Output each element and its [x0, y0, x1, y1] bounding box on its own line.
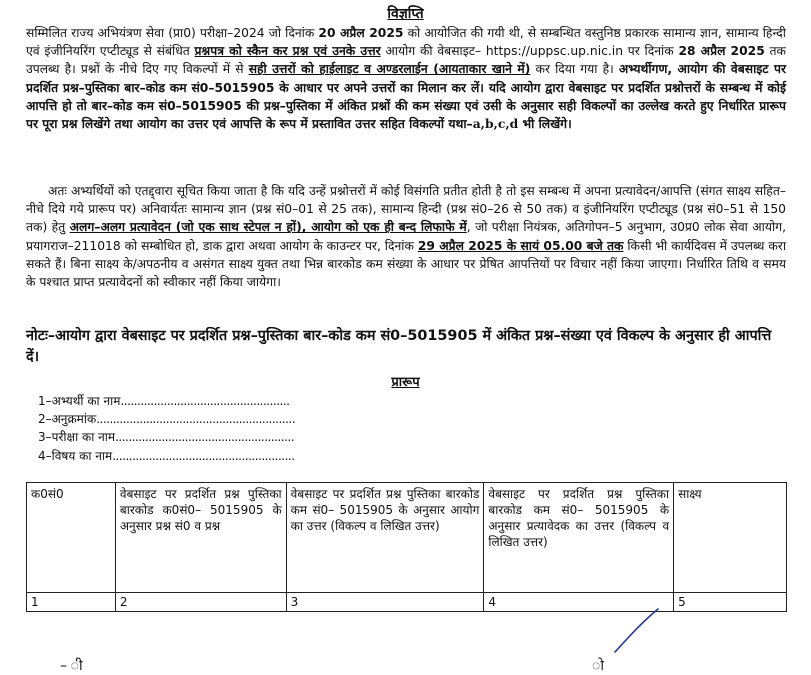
p2-text-3: , जो परीक्षा नियंत्रक, अतिगोपन–5 अनुभाग, उ0प्र0 लोक सेवा आयोग, प्रयागराज–211018 को सम्बोधित हो, डाक द्वारा अथवा आयोग के काउन्टर पर, दिनांक — [26, 220, 786, 253]
table-number-cell: 1 — [27, 593, 116, 612]
cut-off-text-right: ो — [592, 658, 604, 674]
exam-date: 20 अप्रैल 2025 — [318, 26, 404, 40]
table-number-cell: 4 — [484, 593, 674, 612]
p1-text-5: आयोग की वेबसाइट– https://uppsc.up.nic.in पर दिनांक — [380, 44, 679, 59]
notice-paragraph-1 — [26, 24, 786, 133]
form-heading: प्रारूप — [391, 375, 420, 390]
p1-text-12: भी लिखेंगे। — [518, 117, 572, 132]
table-header-cell: वेबसाइट पर प्रदर्शित प्रश्न पुस्तिका बारकोड क0सं0– 5015905 के अनुसार प्रश्न सं0 व प्रश्न — [115, 483, 286, 593]
form-field-roll-number: 2–अनुक्रमांक............................................................ — [38, 412, 296, 427]
note-text: नोटः–आयोग द्वारा वेबसाइट पर प्रदर्शित प्रश्न–पुस्तिका बार–कोड कम सं0–5015905 में अंकित प्रश्न–संख्या एवं विकल्प के अनुसार ही आपत्ति दें। — [26, 328, 772, 365]
table-number-row — [27, 593, 787, 612]
form-field-exam-name: 3–परीक्षा का नाम...................................................... — [38, 430, 295, 445]
p1-text-1: सम्मिलित राज्य अभियंत्रण सेवा (प्रा0) परीक्षा–2024 जो दिनांक — [26, 26, 319, 40]
p1-text-7: तक उपलब्ध है। प्रश्नों के नीचे दिए गए विकल्पों में से — [26, 44, 786, 77]
scanned-paper-emphasis: प्रश्नपत्र को स्कैन कर प्रश्न एवं उनके उत्तर — [194, 44, 381, 59]
highlight-instruction: सही उत्तरों को हाईलाइट व अण्डरलाईन (आयताकार खाने में) — [248, 62, 531, 77]
table-number-cell: 2 — [115, 593, 286, 612]
separate-representation-emphasis: अलग–अलग प्रत्यावेदन (जो एक साथ स्टेपल न हों), आयोग को एक ही बन्द लिफाफे में — [69, 220, 467, 235]
form-field-name: 1–अभ्यर्थी का नाम................................................... — [38, 394, 290, 408]
table-header-cell: वेबसाइट पर प्रदर्शित प्रश्न पुस्तिका बारकोड कम सं0– 5015905 के अनुसार आयोग का उत्तर (विकल्प व लिखित उत्तर) — [286, 483, 484, 593]
table-header-row — [27, 483, 787, 593]
table-header-cell: साक्ष्य — [674, 483, 787, 593]
table-header-cell: वेबसाइट पर प्रदर्शित प्रश्न पुस्तिका बारकोड कम सं0– 5015905 के अनुसार प्रत्यावेदक का उत्तर (विकल्प व लिखित उत्तर) — [484, 483, 674, 593]
p2-text-5: किसी भी कार्यदिवस में उपलब्ध करा सकते हैं। बिना साक्ष्य के/अपठनीय व असंगत साक्ष्य युक्त तथा भिन्न बारकोड कम संख्या के आधार पर प्रेषित आपत्तियों पर विचार नहीं किया जाएगा। निर्धारित तिथि व समय के पश्चात प्राप्त प्रत्यावेदनों को स्वीकार नहीं किया जायेगा। — [26, 238, 786, 290]
form-field-subject: 4–विषय का नाम....................................................... — [38, 448, 295, 463]
table-header-cell: क0सं0 — [27, 483, 116, 593]
notice-title: विज्ञप्ति — [387, 6, 424, 22]
availability-date: 28 अप्रैल 2025 — [678, 44, 765, 59]
pen-stroke-mark — [612, 606, 662, 654]
p1-text-3: को आयोजित की गयी थी, से सम्बन्धित वस्तुनिष्ठ प्रकारक सामान्य ज्ञान, सामान्य हिन्दी एवं इंजीनियरिंग एप्टीट्यूड से संबंधित — [26, 26, 786, 59]
option-letters: a,b,c,d — [472, 116, 519, 132]
form-fields — [38, 392, 295, 465]
p1-text-9: कर दिया गया है। — [530, 62, 619, 77]
candidate-instruction: अभ्यर्थीगण, आयोग की वेबसाइट पर प्रदर्शित प्रश्न–पुस्तिका बार–कोड कम सं0–5015905 के आधार पर अपने उत्तरों का मिलान कर लें। यदि आयोग द्वारा वेबसाइट पर प्रदर्शित प्रश्नोत्तरों के सम्बन्ध में कोई आपत्ति हो तो बार–कोड कम सं0–5015905 की प्रश्न–पुस्तिका में अंकित प्रश्नों की कम संख्या एवं उसी के अनुसार सही विकल्पों का उल्लेख करते हुए निर्धारित प्रारूप पर पूरा प्रश्न लिखेंगे तथा आयोग का उत्तर एवं आपत्ति के रूप में प्रस्तावित उत्तर सहित विकल्पों यथा– — [26, 62, 786, 132]
table-number-cell: 5 — [674, 593, 787, 612]
p2-text-1: अतः अभ्यर्थियों को एतद्द्वारा सूचित किया जाता है कि यदि उन्हें प्रश्नोत्तरों में कोई विसंगति प्रतीत होती है तो इस सम्बन्ध में अपना प्रत्यावेदन/आपत्ति (संगत साक्ष्य सहित–नीचे दिये गये प्रारूप पर) अनिवार्यतः सामान्य ज्ञान (प्रश्न सं0–01 से 25 तक), सामान्य हिन्दी (प्रश्न सं0–26 से 50 तक) व इंजीनियरिंग एप्टीट्यूड (प्रश्न सं0–51 से 150 तक) हेतु — [26, 184, 786, 235]
table-number-cell: 3 — [286, 593, 484, 612]
deadline-emphasis: 29 अप्रैल 2025 के सायं 05.00 बजे तक — [417, 238, 624, 253]
notice-paragraph-2 — [26, 182, 786, 291]
cut-off-text-left: – ी — [60, 658, 83, 674]
objection-table — [26, 482, 787, 612]
